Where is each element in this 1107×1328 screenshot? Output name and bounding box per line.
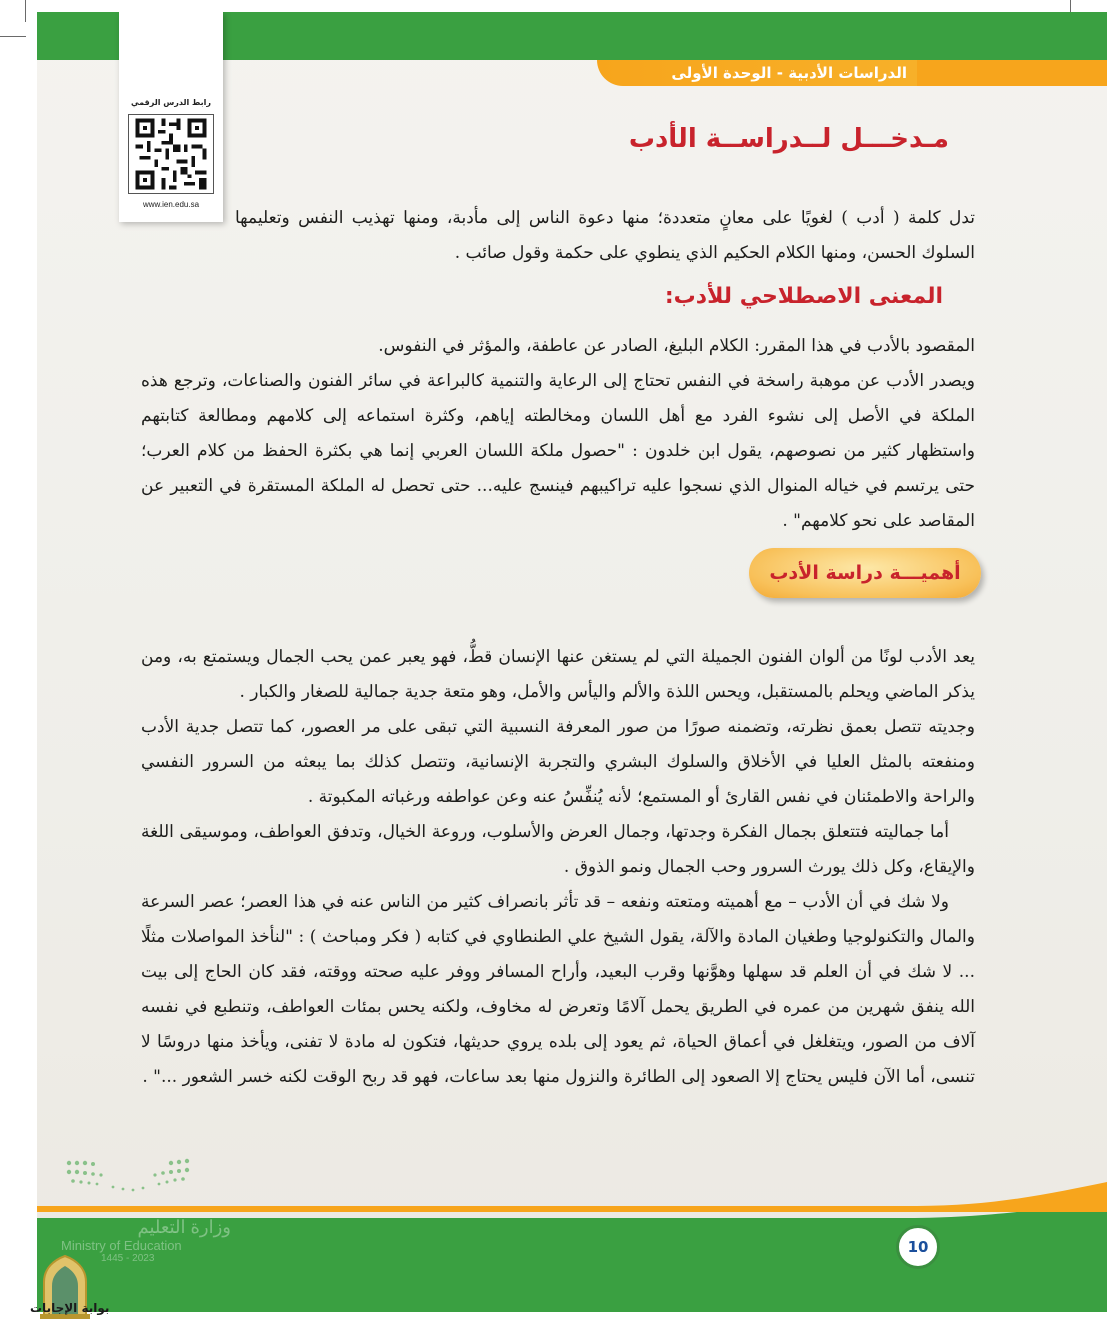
- ministry-name-ar: وزارة التعليم: [137, 1217, 231, 1237]
- section-heading-importance: [749, 548, 981, 598]
- importance-paragraph-2: وجديته تتصل بعمق نظرته، وتضمنه صورًا من صور المعرفة النسبية التي تبقى على مر العصور، كما تتصل جدية الأدب ومنفعته بالمثل العليا في الأخلاق والسلوك البشري والتجربة الإنسانية، وتتصل كذلك بما يبعثه من السرور النفسي والراحة والاطمئنان في نفس القارئ أو المستمع؛ لأنه يُنفِّسُ عنه وعن عواطفه ورغباته المكبوتة .: [141, 717, 975, 807]
- intro-paragraph: تدل كلمة ( أدب ) لغويًا على معانٍ متعددة؛ منها دعوة الناس إلى مأدبة، ومنها تهذيب النفس وتعليمها السلوك الحسن، ومنها الكلام الحكيم الذي ينطوي على حكمة وقول صائب .: [235, 208, 975, 263]
- definition-text: [141, 329, 975, 539]
- ministry-year: 1445 - 2023: [101, 1253, 155, 1264]
- digital-lesson-card[interactable]: [119, 12, 223, 222]
- section-heading-definition: المعنى الاصطلاحي للأدب:: [664, 284, 943, 309]
- answers-gate-text: بوابة الإجابات: [30, 1301, 110, 1315]
- importance-paragraph-4: ولا شك في أن الأدب – مع أهميته ومتعته ونفعه – قد تأثر بانصراف كثير من الناس عنه في هذا العصر؛ عصر السرعة والمال والتكنولوجيا وطغيان المادة والآلة، يقول الشيخ علي الطنطاوي في كتابه ( فكر ومباحث ) : "لنأخذ المواصلات مثلًا ... لا شك في أن العلم قد سهلها وهوَّنها وقرب البعيد، وأراح المسافر ووفر عليه صحته ووقته، فقد كان الحاج إلى بيت الله ينفق شهرين من عمره في الطريق يحمل آلامًا وتعرض له مخاوف، ولكنه يحس بمئات العواطف، وتنطبع في نفسه آلاف من الصور، ويتغلغل في أعماق الحياة، ثم يعود إلى بلده يروي حديثها، فتكون له مادة لا تفنى، ويأخذ منها دروسًا لا تنسى، أما الآن فليس يحتاج إلا الصعود إلى الطائرة والنزول منها بعد ساعات، فهو قد ربح الوقت لكنه خسر الشعور ..." .: [141, 892, 975, 1087]
- bottom-orange-wave: [37, 1182, 1107, 1212]
- definition-paragraph-1: المقصود بالأدب في هذا المقرر: الكلام البليغ، الصادر عن عاطفة، والمؤثر في النفوس.: [378, 336, 975, 356]
- definition-paragraph-2: ويصدر الأدب عن موهبة راسخة في النفس تحتاج إلى الرعاية والتنمية كالبراعة في سائر الفنون والصناعات، وترجع هذه الملكة في الأصل إلى نشوء الفرد مع أهل اللسان ومخالطته إياهم، وكثرة استماعه إلى كلامهم ومطالعة كتابتهم واستظهار كثير من نصوصهم، يقول ابن خلدون : "حصول ملكة اللسان العربي إنما هي بكثرة الحفظ من كلام العرب؛ حتى يرتسم في خياله المنوال الذي نسجوا عليه تراكيبهم فينسج عليه... حتى تحصل له الملكة المستقرة في التعبير عن المقاصد على نحو كلامهم" .: [141, 371, 975, 531]
- importance-heading-label: أهميـــة دراسة الأدب: [769, 562, 961, 584]
- importance-paragraph-3: أما جماليته فتتعلق بجمال الفكرة وجدتها، وجمال العرض والأسلوب، وروعة الخيال، وتدفق العواطف، وموسيقى اللغة والإيقاع، وكل ذلك يورث السرور وحب الجمال ونمو الذوق .: [141, 822, 975, 877]
- textbook-page: [37, 12, 1107, 1312]
- unit-header-band: [597, 60, 1107, 86]
- digital-lesson-url[interactable]: www.ien.edu.sa: [142, 200, 200, 209]
- ministry-name-en: Ministry of Education: [61, 1238, 182, 1253]
- digital-lesson-label: رابط الدرس الرقمي: [131, 98, 211, 107]
- importance-paragraph-1: يعد الأدب لونًا من ألوان الفنون الجميلة التي لم يستغن عنها الإنسان قطُّ، فهو يعبر عمن يحب الجمال ويستمتع به، ومن يذكر الماضي ويحلم بالمستقبل، ويحس اللذة والألم واليأس والأمل، وهو متعة جدية جمالية للصغار والكبار .: [141, 647, 975, 702]
- page-number: 10: [896, 1225, 940, 1269]
- unit-label: الدراسات الأدبية - الوحدة الأولى: [671, 64, 907, 82]
- importance-text: [141, 640, 975, 1095]
- qr-code-icon[interactable]: [128, 114, 214, 194]
- lesson-title: مـدخـــل لــدراســة الأدب: [628, 124, 949, 154]
